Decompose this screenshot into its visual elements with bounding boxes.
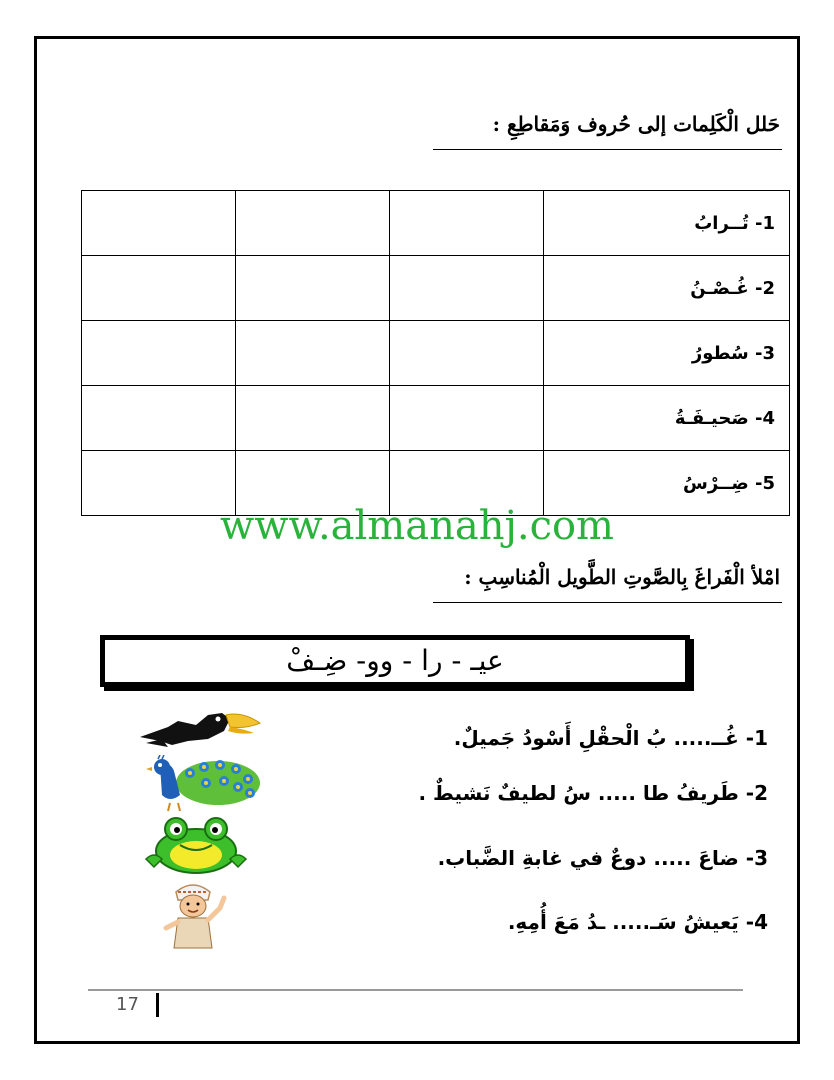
page-number: 17 bbox=[116, 994, 139, 1015]
answer-cell[interactable] bbox=[82, 386, 236, 451]
answer-cell[interactable] bbox=[390, 321, 544, 386]
boy-image bbox=[150, 878, 236, 950]
answer-cell[interactable] bbox=[236, 321, 390, 386]
crow-image bbox=[138, 707, 266, 753]
analysis-table bbox=[81, 190, 790, 516]
footer-line bbox=[88, 989, 743, 991]
sentence-3: 3- ضاعَ ..... دوعٌ في غابةِ الضَّباب. bbox=[437, 846, 768, 870]
section-title-fill: امْلأ الْفَراغَ بِالصَّوتِ الطَّويل الْمُناسِبِ : bbox=[464, 565, 780, 589]
word-cell: 1- تُــرابُ bbox=[544, 191, 790, 256]
watermark-url: www.almanahj.com bbox=[219, 503, 614, 549]
word-cell: 2- غُـصْـنُ bbox=[544, 256, 790, 321]
word-cell: 5- ضِــرْسُ bbox=[544, 451, 790, 516]
section-title-analyze: حَلل الْكَلِمات إلى حُروف وَمَقاطِعِ : bbox=[492, 112, 780, 136]
word-cell: 3- سُطورُ bbox=[544, 321, 790, 386]
title-underline bbox=[433, 149, 782, 150]
answer-cell[interactable] bbox=[82, 191, 236, 256]
sentence-4: 4- يَعيشُ سَـ..... ـدُ مَعَ أُمِهِ. bbox=[507, 910, 768, 934]
answer-cell[interactable] bbox=[82, 256, 236, 321]
answer-cell[interactable] bbox=[390, 386, 544, 451]
answer-cell[interactable] bbox=[390, 256, 544, 321]
answer-cell[interactable] bbox=[236, 386, 390, 451]
peacock-image bbox=[140, 755, 262, 813]
page-number-separator bbox=[156, 993, 159, 1017]
answer-cell[interactable] bbox=[236, 191, 390, 256]
table-row bbox=[82, 321, 790, 386]
table-row bbox=[82, 386, 790, 451]
sentence-1: 1- غُــ..... بُ الْحقْلِ أَسْودُ جَميلٌ. bbox=[453, 726, 768, 750]
sentence-2: 2- طَريفُ طا ..... سُ لطيفٌ نَشيطٌ . bbox=[418, 781, 768, 805]
answer-cell[interactable] bbox=[390, 191, 544, 256]
word-cell: 4- صَحيـفَـةُ bbox=[544, 386, 790, 451]
answer-cell[interactable] bbox=[236, 256, 390, 321]
table-row bbox=[82, 256, 790, 321]
frog-image bbox=[140, 815, 252, 877]
answer-cell[interactable] bbox=[82, 321, 236, 386]
word-bank-box: عيـ - را - وو- ضِـفْ bbox=[100, 635, 690, 687]
title-underline bbox=[433, 602, 782, 603]
table-row bbox=[82, 191, 790, 256]
